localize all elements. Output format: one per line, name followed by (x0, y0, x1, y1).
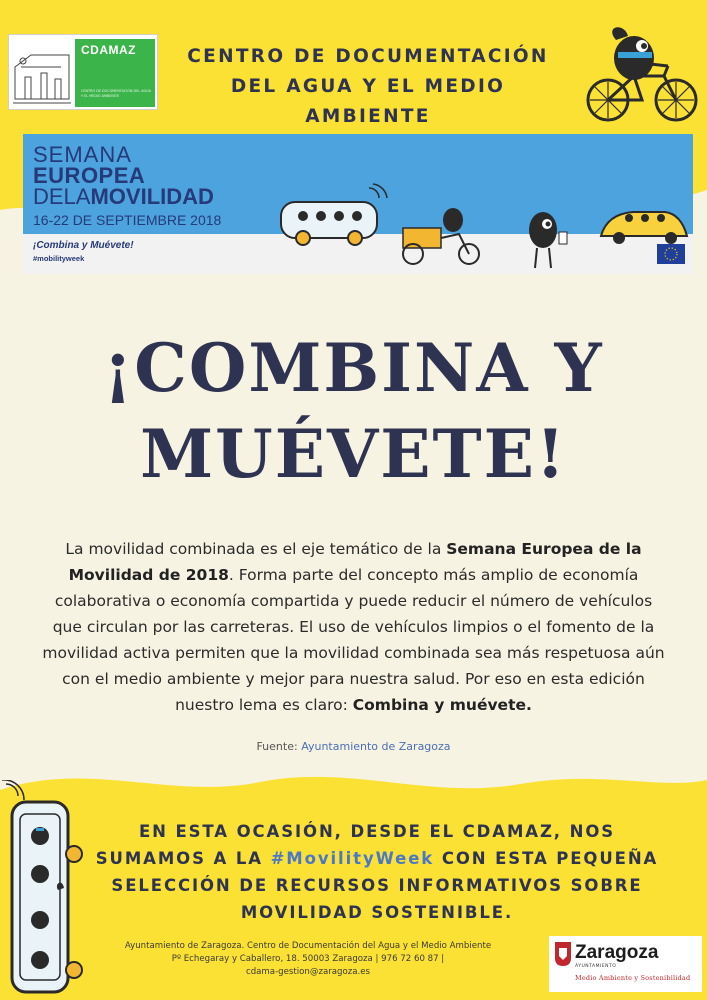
mobility-week-banner (23, 134, 693, 274)
cdamaz-green-panel (75, 39, 155, 107)
logo-acronym: CDAMAZ (81, 43, 136, 57)
footer-contact (88, 940, 528, 979)
logo-small-text: CENTRO DE DOCUMENTACIÓN DEL AGUA Y EL MEDIO AMBIENTE (81, 89, 151, 98)
body-bold-event: Semana Europea de la Movilidad de 2018 (68, 540, 642, 584)
body-text-part2: . Forma parte del concepto más amplio de economía colaborativa o economía compartida y puede reducir el número de vehículos que circulan por las carreteras. El uso de vehículos limpios o el fomento de la movilidad activa permiten que la movilidad combinada sea más respetuosa aún con el medio ambiente y mejor para nuestra salud. Por eso en esta edición nuestro lema es claro: (42, 566, 665, 714)
cdamaz-logo (8, 34, 158, 110)
footer-email[interactable]: cdama-gestion@zaragoza.es (245, 967, 371, 977)
zaragoza-logo (549, 936, 702, 992)
banner-line3-a: DELA (33, 184, 91, 209)
header-title-line2: DEL AGUA Y EL MEDIO AMBIENTE (230, 76, 506, 127)
building-sketch-icon (11, 37, 73, 107)
zaragoza-department: Medio Ambiente y Sostenibilidad (575, 974, 691, 982)
footer-line1: Ayuntamiento de Zaragoza. Centro de Documentación del Agua y el Medio Ambiente (124, 941, 492, 951)
banner-line2: EUROPEA (33, 163, 146, 188)
banner-slogan: ¡Combina y Muévete! (33, 240, 134, 251)
banner-illustration (273, 174, 693, 274)
source-label: Fuente: (256, 740, 302, 753)
callout-part2: CON ESTA PEQUEÑA SELECCIÓN DE RECURSOS INFORMATIVOS SOBRE MOVILIDAD SOSTENIBLE. (111, 849, 659, 922)
eu-flag-icon (657, 244, 685, 264)
cyclist-illustration (584, 20, 700, 126)
footer-line2: Pº Echegaray y Caballero, 18. 50003 Zaragoza | 976 72 60 87 | (171, 954, 445, 964)
main-heading (20, 325, 687, 497)
body-paragraph (38, 536, 669, 718)
callout-hashtag[interactable]: #MovilityWeek (270, 849, 435, 868)
banner-hashtag: #mobilityweek (33, 254, 85, 263)
banner-dates: 16-22 DE SEPTIEMBRE 2018 (33, 212, 222, 228)
callout-part1: EN ESTA OCASIÓN, DESDE EL CDAMAZ, NOS SUMAMOS A LA (95, 822, 616, 868)
banner-line1: SEMANA (33, 142, 132, 167)
callout-text (82, 818, 672, 926)
body-bold-slogan: Combina y muévete. (352, 696, 532, 714)
bus-illustration (0, 780, 90, 1000)
banner-line3 (33, 186, 214, 208)
source-link[interactable]: Ayuntamiento de Zaragoza (301, 740, 451, 753)
zaragoza-lion-icon (555, 942, 571, 966)
main-heading-line2: MUÉVETE! (140, 415, 567, 493)
header-title-line1: CENTRO DE DOCUMENTACIÓN (187, 46, 549, 67)
zaragoza-name: Zaragoza (575, 942, 659, 963)
body-text-part1: La movilidad combinada es el eje temático de la (65, 540, 447, 558)
header-title (168, 42, 568, 132)
main-heading-line1: ¡COMBINA Y (103, 329, 604, 407)
zaragoza-ayuntamiento: AYUNTAMIENTO (575, 964, 617, 969)
banner-line3-b: MOVILIDAD (90, 184, 214, 209)
source-line (0, 740, 707, 753)
